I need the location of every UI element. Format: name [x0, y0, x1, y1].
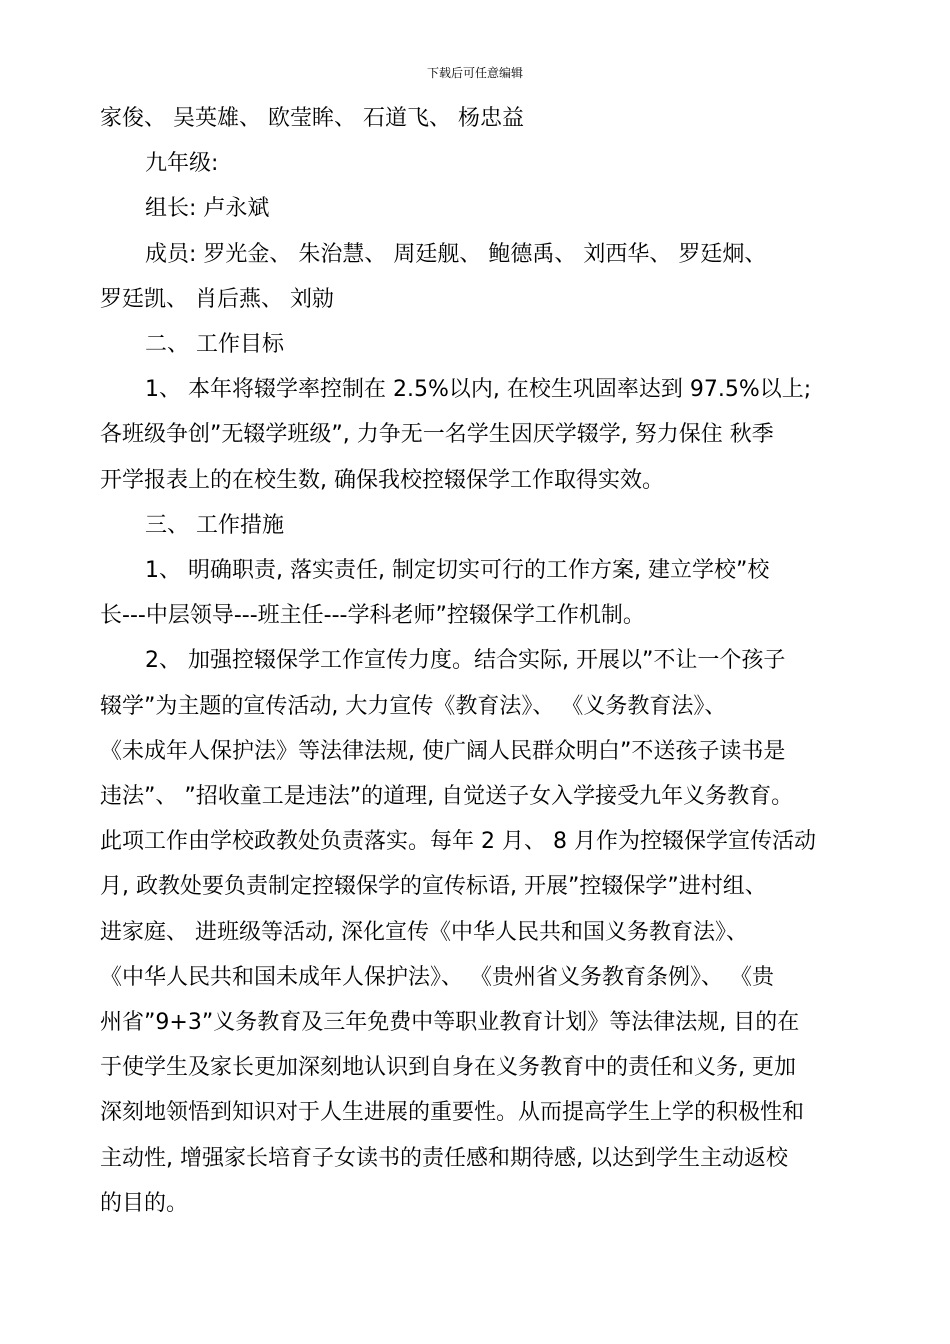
text-line: 罗廷凯、 肖后燕、 刘勍 [100, 286, 334, 312]
text-line: 1、 本年将辍学率控制在 2.5%以内, 在校生巩固率达到 97.5%以上; [145, 377, 812, 403]
text-line: 二、 工作目标 [145, 332, 284, 358]
text-line: 成员: 罗光金、 朱治慧、 周廷舰、 鲍德禹、 刘西华、 罗廷炯、 [145, 241, 767, 267]
text-line: 九年级: [145, 151, 219, 177]
text-line: 月, 政教处要负责制定控辍保学的宣传标语, 开展”控辍保学”进村组、 [100, 874, 767, 900]
text-line: 进家庭、 进班级等活动, 深化宣传《中华人民共和国义务教育法》、 [100, 919, 748, 945]
text-line: 违法”、 ”招收童工是违法”的道理, 自觉送子女入学接受九年义务教育。 [100, 784, 794, 810]
page-header: 下载后可任意编辑 [426, 66, 523, 80]
text-line: 主动性, 增强家长培育子女读书的责任感和期待感, 以达到学生主动返校 [100, 1145, 788, 1171]
text-line: 州省”9+3”义务教育及三年免费中等职业教育计划》等法律法规, 目的在 [100, 1010, 800, 1036]
text-line: 各班级争创”无辍学班级”, 力争无一名学生因厌学辍学, 努力保住 秋季 [100, 422, 774, 448]
text-line: 的目的。 [100, 1190, 189, 1216]
text-line: 1、 明确职责, 落实责任, 制定切实可行的工作方案, 建立学校”校 [145, 558, 770, 584]
text-line: 于使学生及家长更加深刻地认识到自身在义务教育中的责任和义务, 更加 [100, 1055, 796, 1081]
text-line: 此项工作由学校政教处负责落实。每年 2 月、 8 月作为控辍保学宣传活动 [100, 829, 816, 855]
text-line: 2、 加强控辍保学工作宣传力度。结合实际, 开展以”不让一个孩子 [145, 648, 786, 674]
text-line: 《未成年人保护法》等法律法规, 使广阔人民群众明白”不送孩子读书是 [100, 738, 786, 764]
text-line: 辍学”为主题的宣传活动, 大力宣传《教育法》、 《义务教育法》、 [100, 693, 727, 719]
text-line: 家俊、 吴英雄、 欧莹眸、 石道飞、 杨忠益 [100, 106, 524, 131]
text-line: 组长: 卢永斌 [145, 196, 270, 222]
text-line: 三、 工作措施 [145, 512, 284, 538]
text-line: 开学报表上的在校生数, 确保我校控辍保学工作取得实效。 [100, 467, 664, 493]
text-line: 长---中层领导---班主任---学科老师”控辍保学工作机制。 [100, 603, 645, 629]
text-line: 《中华人民共和国未成年人保护法》、 《贵州省义务教育条例》、 《贵 [100, 964, 774, 990]
document-body [100, 96, 870, 1226]
text-line: 深刻地领悟到知识对于人生进展的重要性。从而提高学生上学的积极性和 [100, 1100, 805, 1126]
